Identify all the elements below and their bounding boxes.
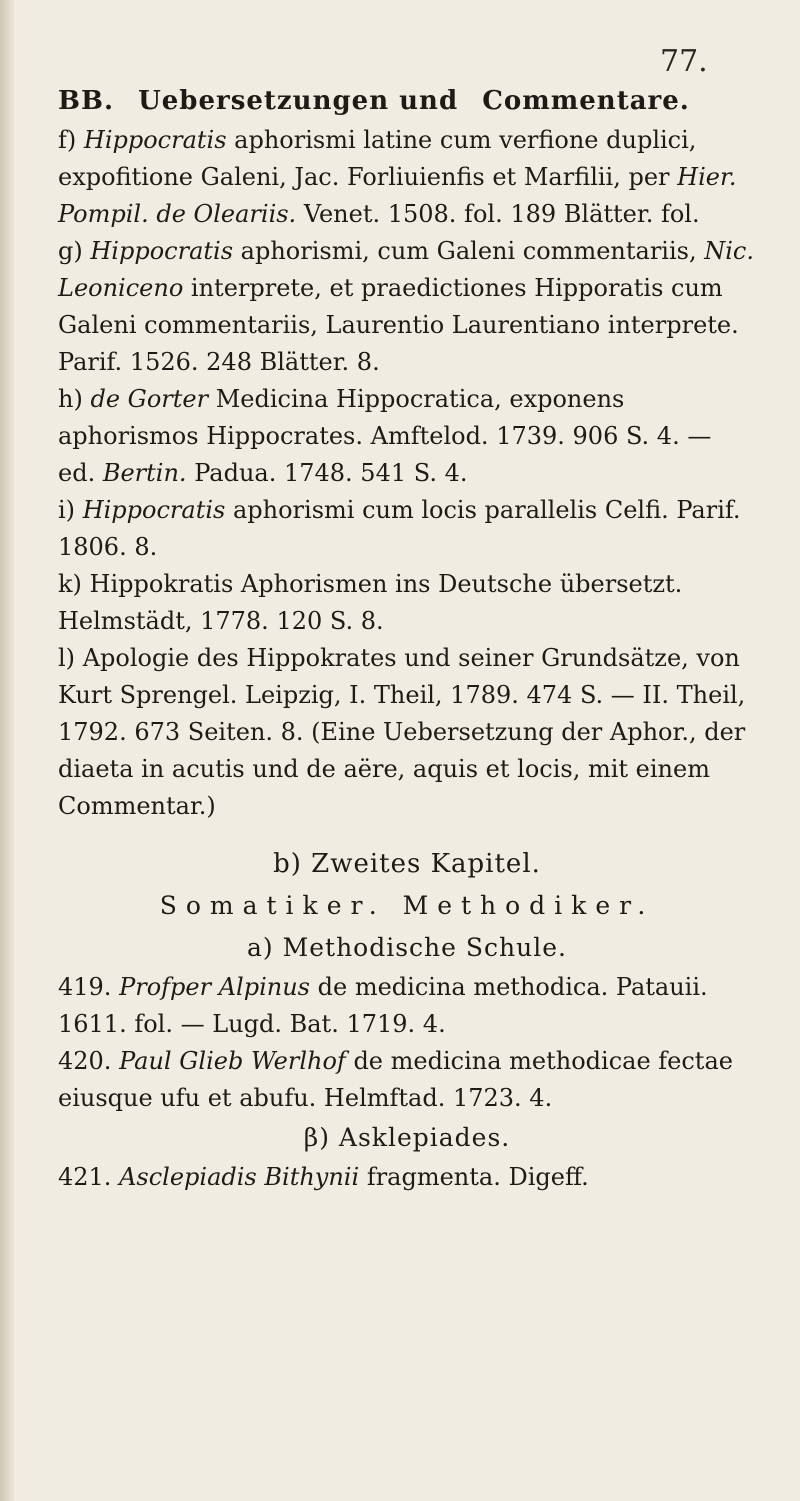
- entry-label: 420.: [58, 1047, 112, 1075]
- entry-text: aphorismi latine cum verfione duplici, expofitione Galeni, Jac. Forliuienfis et Marfilii, per: [58, 126, 697, 191]
- entry-k: [58, 566, 756, 640]
- entry-text: aphorismi cum locis parallelis Celfi. Parif. 1806. 8.: [58, 496, 741, 561]
- entry-text: aphorismi, cum Galeni commentariis,: [240, 237, 697, 265]
- header-section-mark: BB.: [58, 86, 115, 116]
- bibliography-list: [58, 122, 756, 1196]
- entry-author: Hippocratis: [82, 496, 226, 524]
- entry-label: 419.: [58, 973, 112, 1001]
- entry-label: k): [58, 570, 82, 598]
- entry-author: Hippocratis: [90, 237, 234, 265]
- entry-author: Hippocratis: [83, 126, 227, 154]
- entry-editor: Nic. Leoniceno: [58, 237, 754, 302]
- chapter-subtitle: Somatiker. Methodiker.: [159, 891, 655, 920]
- entry-text: Medicina Hippocratica, exponens aphorismos Hippocrates. Amftelod. 1739. 906 S. 4. — ed.: [58, 385, 712, 487]
- entry-label: i): [58, 496, 76, 524]
- header-title-end: Commentare.: [482, 86, 690, 116]
- entry-419: [58, 969, 756, 1043]
- entry-text: Apologie des Hippokrates und seiner Grundsätze, von Kurt Sprengel. Leipzig, I. Theil, 1789. 474 S. — II. Theil, 1792. 673 Seiten. 8. (Eine Uebersetzung der Aphor., der diaeta in acutis und de aëre, aquis et locis, mit einem Commentar.): [58, 644, 746, 820]
- entry-text: fragmenta. Digeff.: [366, 1163, 589, 1191]
- page-number: 77.: [660, 44, 708, 79]
- entry-text: de medicina methodica. Patauii. 1611. fol. — Lugd. Bat. 1719. 4.: [58, 973, 708, 1038]
- entry-text: de medicina methodicae fectae eiusque ufu et abufu. Helmftad. 1723. 4.: [58, 1047, 733, 1112]
- entry-l: [58, 640, 756, 825]
- entry-editor: Hier. Pompil. de Oleariis.: [58, 163, 737, 228]
- entry-label: 421.: [58, 1163, 112, 1191]
- entry-label: g): [58, 237, 83, 265]
- chapter-heading: b) Zweites Kapitel.: [273, 849, 541, 879]
- header-title: Uebersetzungen und: [138, 86, 459, 116]
- entry-author: Asclepiadis Bithynii: [119, 1163, 360, 1191]
- entry-g: [58, 233, 756, 381]
- entry-f: [58, 122, 756, 233]
- entry-text: Hippokratis Aphorismen ins Deutsche übersetzt. Helmstädt, 1778. 120 S. 8.: [58, 570, 683, 635]
- entry-tail: Padua. 1748. 541 S. 4.: [194, 459, 468, 487]
- entry-420: [58, 1043, 756, 1117]
- entry-421: [58, 1159, 756, 1196]
- page-spine-shadow: [0, 0, 14, 1501]
- entry-author: Profper Alpinus: [119, 973, 310, 1001]
- subsection-heading-a: a) Methodische Schule.: [247, 933, 567, 962]
- entry-i: [58, 492, 756, 566]
- entry-label: h): [58, 385, 83, 413]
- entry-label: f): [58, 126, 77, 154]
- entry-author: de Gorter: [90, 385, 209, 413]
- entry-editor: Bertin.: [102, 459, 187, 487]
- subsection-heading-b: β) Asklepiades.: [303, 1123, 511, 1152]
- entry-author: Paul Glieb Werlhof: [119, 1047, 346, 1075]
- running-header: [58, 86, 690, 116]
- entry-label: l): [58, 644, 76, 672]
- entry-tail: Venet. 1508. fol. 189 Blätter. fol.: [303, 200, 700, 228]
- entry-h: [58, 381, 756, 492]
- entry-tail: interprete, et praedictiones Hipporatis cum Galeni commentariis, Laurentio Laurentiano interprete. Parif. 1526. 248 Blätter. 8.: [58, 274, 739, 376]
